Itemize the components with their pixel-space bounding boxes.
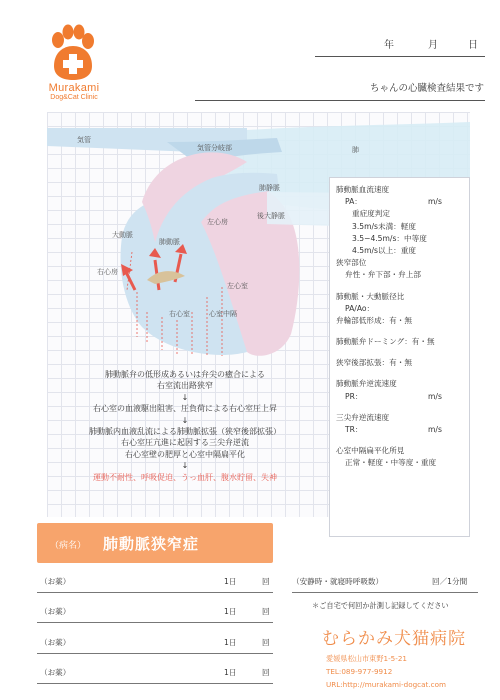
- date-year-label: 年: [384, 40, 394, 51]
- med-label: （お薬）: [40, 577, 71, 586]
- report-subtitle: ちゃんの心臓検査結果です: [370, 83, 485, 94]
- flow-line-2: 右室流出路狭窄: [157, 381, 213, 391]
- pa-velocity-title: 肺動脈血流速度: [336, 185, 390, 194]
- septum-options: 正常・軽度・中等度・重度: [345, 458, 437, 468]
- ratio-label: PA/Ao：: [345, 303, 375, 313]
- respiration-note: ＊ご自宅で何回か計測し記録してください: [312, 601, 449, 610]
- med-underline-4: [37, 683, 273, 684]
- septum-title: 心室中隔扁平化所見: [336, 446, 405, 456]
- label-bronchi: 気管分岐部: [197, 144, 232, 152]
- logo-name: Murakami: [48, 82, 100, 94]
- respiration-label: （安静時・就寝時呼吸数）: [292, 577, 384, 586]
- diagnosis-name: 肺動脈狭窄症: [103, 535, 200, 553]
- ratio-title: 肺動脈・大動脈径比: [336, 291, 405, 301]
- severity-moderate: 3.5−4.5m/s：中等度: [352, 233, 427, 243]
- medication-row-1: [37, 576, 273, 588]
- flow-line-5: 右心室圧亢進に起因する三尖弁逆流: [121, 438, 249, 448]
- post-dilation: 狭窄後部拡張：有・無: [336, 358, 412, 368]
- label-right-atrium: 右心房: [97, 268, 118, 276]
- med-label: （お薬）: [40, 638, 71, 647]
- med-times: 1日: [224, 668, 237, 677]
- flow-line-3: 右心室の血液駆出阻害、圧負荷による右心室圧上昇: [93, 404, 277, 414]
- pathology-flow: [50, 369, 320, 483]
- med-times: 1日: [224, 577, 237, 586]
- med-underline-3: [37, 653, 273, 654]
- severity-severe: 4.5m/s以上：重度: [352, 245, 416, 255]
- pr-title: 肺動脈弁逆流速度: [336, 379, 397, 389]
- date-day-label: 日: [468, 40, 478, 51]
- med-unit: 回: [262, 607, 270, 616]
- tr-label: TR：: [345, 425, 363, 434]
- medication-row-3: [37, 637, 273, 649]
- med-times: 1日: [224, 607, 237, 616]
- severity-mild: 3.5m/s未満：軽度: [352, 221, 416, 231]
- flow-arrow-3: ↓: [181, 461, 189, 471]
- med-unit: 回: [262, 638, 270, 647]
- flow-line-1: 肺動脈弁の低形成あるいは弁尖の癒合による: [105, 370, 265, 379]
- date-fields: [380, 36, 480, 50]
- date-underline: [315, 56, 485, 57]
- label-trachea: 気管: [77, 136, 91, 144]
- medication-row-4: [37, 667, 273, 679]
- med-underline-1: [37, 592, 273, 593]
- severity-title: 重症度判定: [352, 209, 390, 219]
- med-unit: 回: [262, 668, 270, 677]
- date-month-label: 月: [428, 40, 438, 51]
- paw-logo-icon: [47, 22, 97, 82]
- logo-subtitle: Dog&Cat Clinic: [50, 94, 98, 101]
- label-lung: 肺: [352, 146, 359, 154]
- pr-label: PR：: [345, 391, 363, 401]
- med-label: （お薬）: [40, 668, 71, 677]
- med-times: 1日: [224, 638, 237, 647]
- clinic-address: 愛媛県松山市東野1-5-21: [326, 654, 407, 663]
- med-label: （お薬）: [40, 607, 71, 616]
- tr-title: 三尖弁逆流速度: [336, 412, 390, 422]
- flow-line-6: 右心室壁の肥厚と心室中隔扁平化: [125, 449, 245, 459]
- label-right-ventricle: 右心室: [169, 310, 190, 318]
- flow-arrow-2: ↓: [181, 415, 189, 425]
- clinic-tel: TEL:089-977-9912: [326, 667, 393, 676]
- pr-unit: m/s: [428, 391, 442, 401]
- medication-row-2: [37, 606, 273, 618]
- pa-unit: m/s: [428, 197, 442, 207]
- label-septum: 心室中隔: [209, 310, 237, 318]
- tr-unit: m/s: [428, 425, 442, 434]
- label-left-ventricle: 左心室: [227, 282, 248, 290]
- flow-line-7-symptoms: 運動不耐性、呼吸促迫、うっ血肝、腹水貯留、失神: [93, 472, 277, 482]
- label-aorta: 大動脈: [112, 231, 133, 239]
- stenosis-title: 狭窄部位: [336, 258, 367, 268]
- diagnosis-label: （病名）: [50, 541, 87, 551]
- respiration-unit: 回／1分間: [432, 577, 468, 586]
- flow-arrow-1: ↓: [181, 392, 189, 402]
- respiration-underline: [292, 592, 478, 593]
- findings-panel: [329, 177, 470, 537]
- stenosis-options: 弁性・弁下部・弁上部: [345, 270, 421, 280]
- pa-label: PA：: [345, 197, 362, 207]
- label-left-atrium: 左心房: [207, 218, 228, 226]
- doming: 肺動脈弁ドーミング：有・無: [336, 337, 435, 347]
- valve-formation: 弁輪部低形成：有・無: [336, 315, 412, 325]
- med-underline-2: [37, 622, 273, 623]
- med-unit: 回: [262, 577, 270, 586]
- flow-line-4: 肺動脈内血液乱流による肺動脈拡張（狭窄後部拡張）: [89, 427, 281, 437]
- label-pulm-artery: 肺動脈: [159, 238, 180, 246]
- clinic-url: URL:http://murakami-dogcat.com: [326, 680, 446, 689]
- clinic-name: むらかみ犬猫病院: [322, 629, 466, 649]
- name-underline: [195, 100, 485, 101]
- label-pulm-vein: 肺静脈: [259, 184, 280, 192]
- label-vena-cava: 後大静脈: [257, 212, 285, 220]
